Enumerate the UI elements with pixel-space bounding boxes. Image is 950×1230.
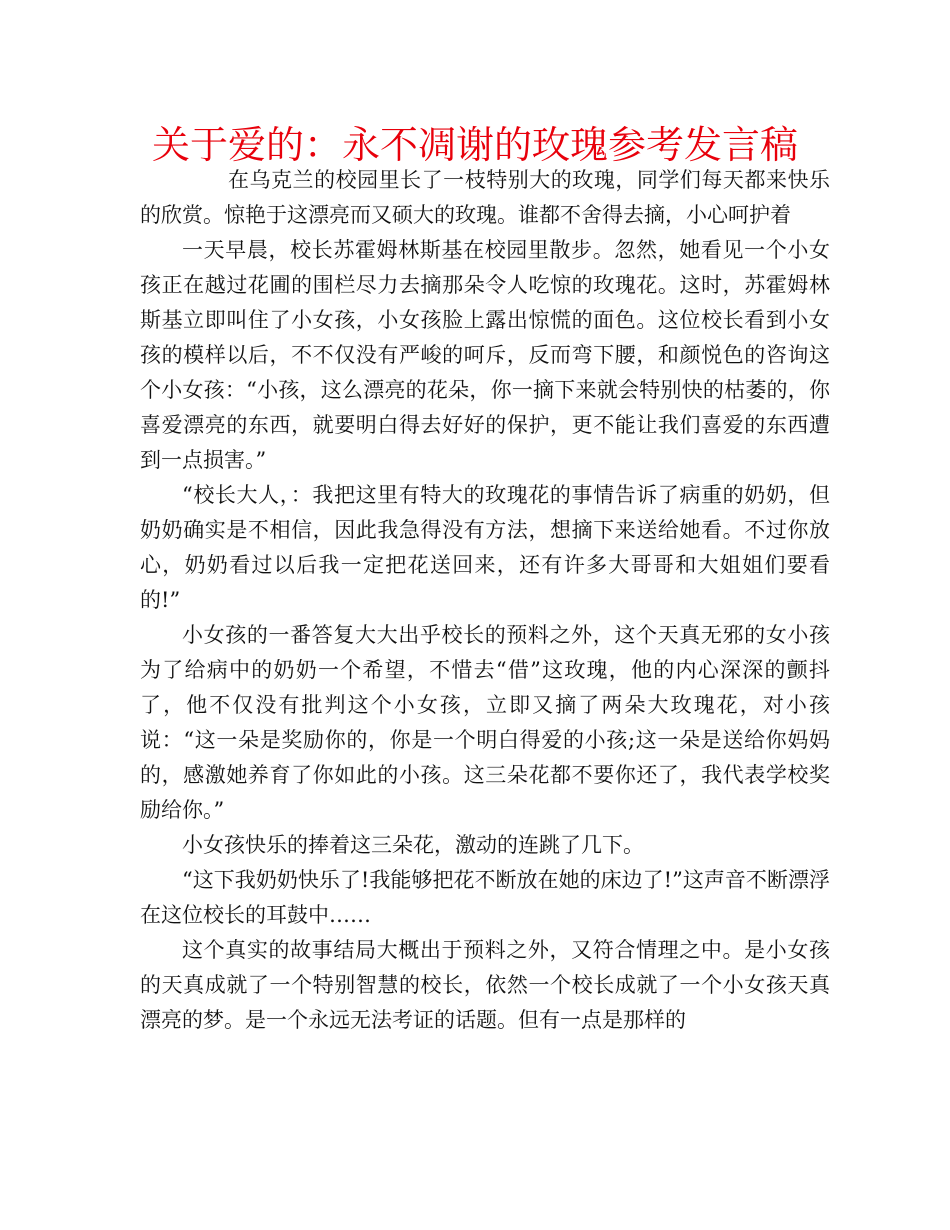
paragraph-7: 这个真实的故事结局大概出于预料之外，又符合情理之中。是小女孩的天真成就了一个特别智慧的校长，依然一个校长成就了一个小女孩天真漂亮的梦。是一个永远无法考证的话题。但有一点是那样的 [140,938,830,1032]
paragraph-3: “校长大人，：我把这里有特大的玫瑰花的事情告诉了病重的奶奶，但奶奶确实是不相信，因此我急得没有方法，想摘下来送给她看。不过你放心，奶奶看过以后我一定把花送回来，还有许多大哥哥和大姐姐们要看的!” [140,483,830,612]
paragraph-5: 小女孩快乐的捧着这三朵花，激动的连跳了几下。 [182,833,644,857]
paragraph-2: 一天早晨，校长苏霍姆林斯基在校园里散步。忽然，她看见一个小女孩正在越过花圃的围栏尽力去摘那朵令人吃惊的玫瑰花。这时，苏霍姆林斯基立即叫住了小女孩，小女孩脸上露出惊慌的面色。这位校长看到小女孩的模样以后，不不仅没有严峻的呵斥，反而弯下腰，和颜悦色的咨询这个小女孩：“小孩，这么漂亮的花朵，你一摘下来就会特别快的枯萎的，你喜爱漂亮的东西，就要明白得去好好的保护，更不能让我们喜爱的东西遭到一点损害。” [140,238,830,472]
paragraph-1: 在乌克兰的校园里长了一枝特别大的玫瑰，同学们每天都来快乐的欣赏。惊艳于这漂亮而又硕大的玫瑰。谁都不舍得去摘，小心呵护着 [140,168,830,227]
paragraph-6: “这下我奶奶快乐了!我能够把花不断放在她的床边了!”这声音不断漂浮在这位校长的耳鼓中…… [140,868,830,927]
document-title: 关于爱的：永不凋谢的玫瑰参考发言稿 [151,123,798,167]
document-body [140,163,830,1038]
paragraph-4: 小女孩的一番答复大大出乎校长的预料之外，这个天真无邪的女小孩为了给病中的奶奶一个希望，不惜去“借”这玫瑰，他的内心深深的颤抖了，他不仅没有批判这个小女孩，立即又摘了两朵大玫瑰花，对小孩说：“这一朵是奖励你的，你是一个明白得爱的小孩;这一朵是送给你妈妈的，感激她养育了你如此的小孩。这三朵花都不要你还了，我代表学校奖励给你。” [140,623,830,822]
